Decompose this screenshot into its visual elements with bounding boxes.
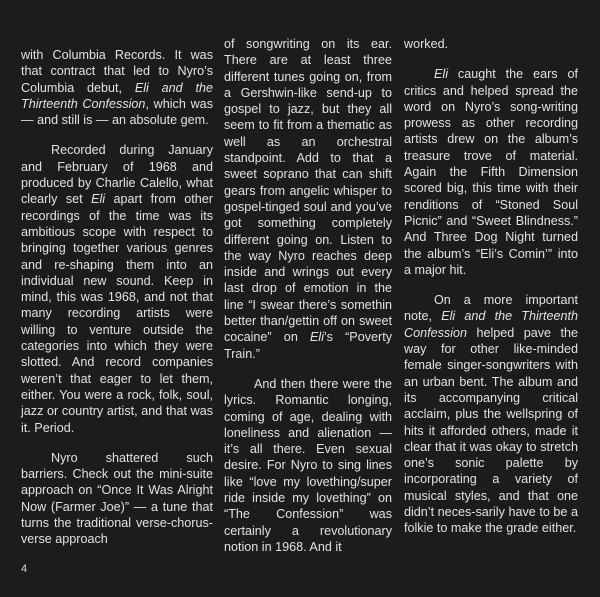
text-column-2 [224,36,392,555]
paragraph: And then there were the lyrics. Romantic longing, coming of age, dealing with loneliness and alienation — it’s all there. Even sexual desire. For Nyro to sing lines like “love my lovething/super ride inside my lovething” on “The Confession” was certainly a revolutionary notion in 1968. And it [224,376,392,554]
paragraph: On a more important note, Eli and the Thirteenth Confession helped pave the way for other like-minded female singer-songwriters with an urban bent. The album and its accompanying critical acclaim, plus the wellspring of hits it afforded others, made it clear that it was okay to stretch one’s sonic palette by incorporating a variety of musical styles, and that one didn’t neces-sarily have to be a folkie to make the grade either. [404,293,578,536]
italic-title: Eli and the Thirteenth Confession [21,80,213,111]
page-number: 4 [21,563,28,575]
paragraph: Nyro shattered such barriers. Check out the mini-suite approach on “Once It Was Alright Now (Farmer Joe)” — a tune that turns the traditional verse-chorus-verse approach [21,450,213,547]
paragraph: Recorded during January and February of 1968 and produced by Charlie Calello, what clearly set Eli apart from other recordings of the time was its ambitious scope with respect to bringing together various genres and re-shaping them into an individual new sound. Keep in mind, this was 1968, and not that many recording artists were willing to venture outside the categories into which they were slotted. And record companies weren’t that eager to let them, either. You were a rock, folk, soul, jazz or country artist, and that was it. Period. [21,143,213,435]
italic-title: Eli and the Thirteenth Confession [404,309,578,340]
italic-title: Eli [310,330,325,345]
paragraph: worked. [404,37,449,51]
text-column-3 [404,36,578,537]
italic-title: Eli [434,67,448,82]
text-column-1 [21,47,213,548]
paragraph: of songwriting on its ear. There are at least three different tunes going on, from a Gershwin-like send-up to gospel to jazz, but they all seem to fit from a thematic as well as an orchestral standpoint. Add to that a sweet soprano that can shift gears from angelic whisper to gospel-tinged soul and you’ve got something completely different going on. Listen to the way Nyro reaches deep inside and wrings out every last drop of emotion in the line “I swear there’s somethin better than/gettin off on sweet cocaine” on Eli’s “Poverty Train.” [224,37,392,361]
paragraph: Eli caught the ears of critics and helped spread the word on Nyro’s song-writing prowess as other recording artists drew on the album’s treasure trove of material. Again the Fifth Dimension scored big, this time with their renditions of “Stoned Soul Picnic” and “Sweet Blindness.” And Three Dog Night turned the album’s “Eli’s Comin’” into a major hit. [404,67,578,277]
italic-title: Eli [91,192,106,207]
paragraph: with Columbia Records. It was that contract that led to Nyro’s Columbia debut, Eli and the Thirteenth Confession, which was — and still is — an absolute gem. [21,48,213,128]
